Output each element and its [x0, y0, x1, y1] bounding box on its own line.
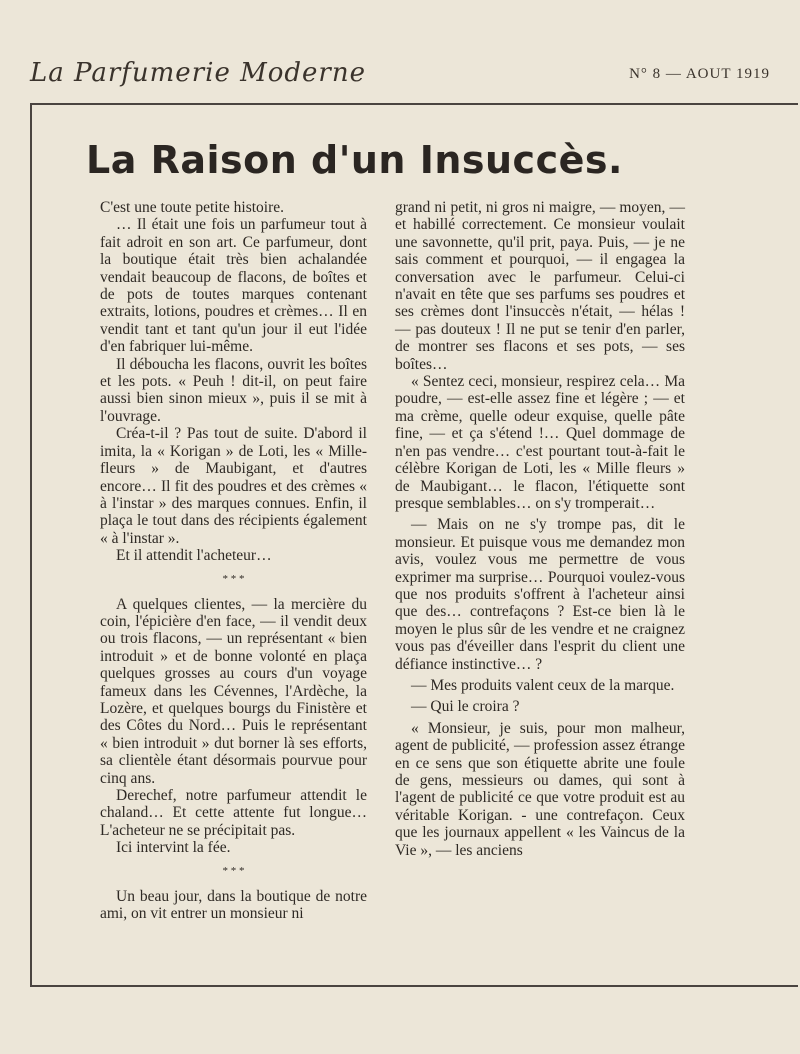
paragraph: Il déboucha les flacons, ouvrit les boîtes et les pots. « Peuh ! dit-il, on peut faire aussi bien sinon mieux », puis il se mit à l'ouvrage. [100, 355, 367, 425]
masthead: La Parfumerie Moderne [30, 58, 366, 88]
article-title: La Raison d'un Insuccès. [86, 138, 623, 182]
paragraph: Derechef, notre parfumeur attendit le chaland… Et cette attente fut longue… L'acheteur ne se précipitait pas. [100, 787, 367, 839]
issue-line: N° 8 — AOUT 1919 [629, 66, 770, 82]
page-header [30, 58, 770, 98]
paragraph: Ici intervint la fée. [116, 839, 231, 857]
paragraph: Et il attendit l'acheteur… [116, 547, 272, 565]
paragraph: — Mais on ne s'y trompe pas, dit le monsieur. Et puisque vous me demandez mon avis, voulez vous me permettre de vous exprimer ma surprise… Pourquoi voulez-vous que nos produits s'offrent à l'acheteur ainsi que des… contrefaçons ? Est-ce bien là le moyen le plus sûr de les vendre et ne craignez vous pas d'éveiller dans l'esprit du client une défiance instinctive… ? [395, 516, 685, 673]
paragraph: « Monsieur, je suis, pour mon malheur, agent de publicité, — profession assez étrange en ce sens que son étiquette abrite une foule de gens, messieurs ou dames, qui sont à l'agent de publicité ce que votre produit est au véritable Korigan. - une contrefaçon. Ceux que les journaux appellent « les Vaincus de la Vie », — les anciens [395, 719, 685, 859]
section-separator: * * * [222, 864, 245, 877]
section-separator: * * * [222, 572, 245, 585]
paragraph: — Qui le croira ? [411, 698, 520, 716]
paragraph: C'est une toute petite histoire. [100, 199, 285, 216]
paragraph: A quelques clientes, — la mercière du coin, l'épicière d'en face, — il vendit deux ou trois flacons, — un représentant « bien introduit » et de bonne volonté en plaça quelques grosses au cours d'un voyage fameux dans les Cévennes, l'Ardèche, la Lozère, et quelques bourgs du Finistère et des Côtes du Nord… Puis le représentant « bien introduit » dut borner là ses efforts, sa clientèle étant désormais pourvue pour cinq ans. [100, 595, 367, 787]
left-column [100, 199, 367, 922]
paragraph: « Sentez ceci, monsieur, respirez cela… Ma poudre, — est-elle assez fine et légère ; — et ma crème, quelle odeur exquise, quelle pâte fine, — et ça s'étend !… Quel dommage de n'en pas vendre… c'est pourtant tout-à-fait le célèbre Korigan de Loti, les « Mille fleurs » de Maubigant… le flacon, l'étiquette sont presque semblables… on s'y tromperait… [395, 373, 685, 512]
paragraph: … Il était une fois un parfumeur tout à fait adroit en son art. Ce parfumeur, dont la boutique était très bien achalandée vendait beaucoup de flacons, de boîtes et de pots de toutes marques contenant extraits, lotions, poudres et crèmes… Il en vendit tant et tant qu'un jour il eut l'idée d'en fabriquer lui-même. [100, 216, 367, 356]
right-column [395, 199, 685, 859]
paragraph: Créa-t-il ? Pas tout de suite. D'abord il imita, la « Korigan » de Loti, les « Mille-fleurs » de Maubigant, et d'autres encore… Il fit des poudres et des crèmes « à l'instar » des marques connues. Enfin, il plaça le tout dans des récipients également « à l'instar ». [100, 425, 367, 547]
paragraph: grand ni petit, ni gros ni maigre, — moyen, — et habillé correctement. Ce monsieur voulait une savonnette, qu'il prit, paya. Puis, — je ne sais comment et pourquoi, — il engagea la conversation avec le parfumeur. Celui-ci n'avait en tête que ses parfums ses poudres et ses crèmes dont l'insuccès n'était, — hélas ! — pas douteux ! Il ne put se tenir d'en parler, de montrer ses flacons et ses pots, — ses boîtes… [395, 199, 685, 373]
paragraph: — Mes produits valent ceux de la marque. [411, 676, 675, 694]
paragraph: Un beau jour, dans la boutique de notre ami, on vit entrer un monsieur ni [100, 887, 367, 923]
